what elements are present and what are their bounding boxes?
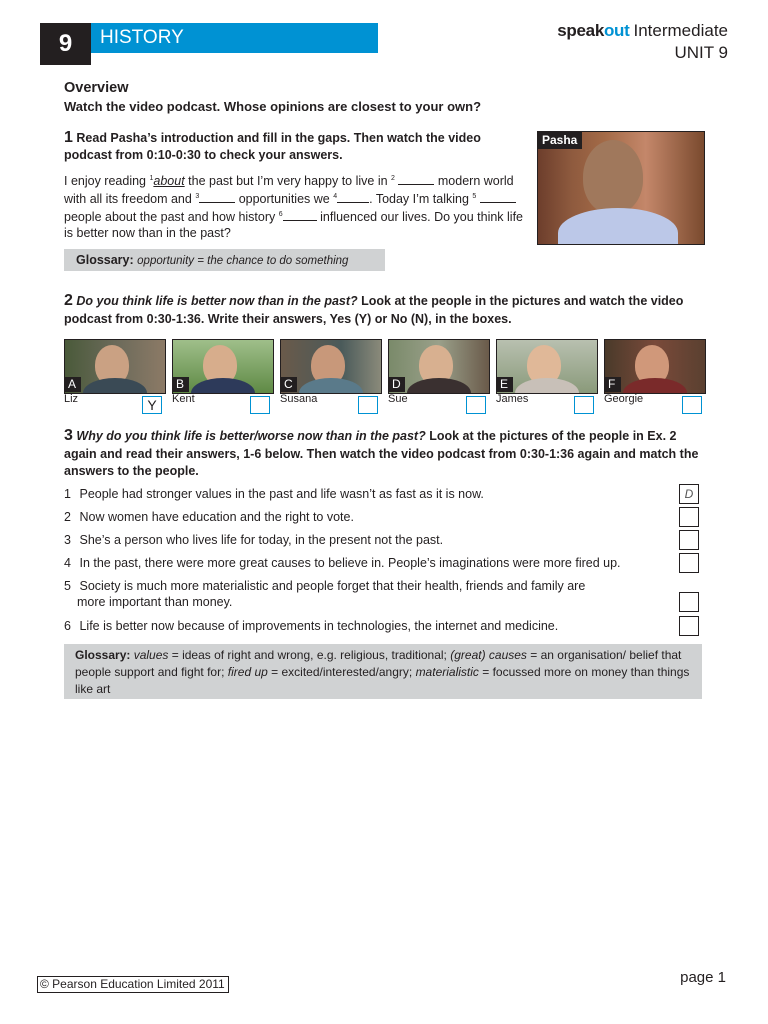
ex2-number: 2 <box>64 292 73 309</box>
person-body <box>83 378 147 394</box>
gap-text-part: influenced our lives. Do you think life is better now than in the past? <box>64 210 524 241</box>
brand-block <box>557 20 728 64</box>
pasha-photo-label: Pasha <box>538 132 582 149</box>
overview-question: Watch the video podcast. Whose opinions are closest to your own? <box>64 99 482 114</box>
ex1-instruction-text: Read Pasha’s introduction and fill in the gaps. Then watch the video podcast from 0:10-0:30 to check your answers. <box>64 131 481 162</box>
brand-speak: speak <box>557 21 604 40</box>
person-name-b: Kent <box>172 393 195 405</box>
answer-item-5 <box>64 578 664 610</box>
ex1-instruction <box>64 129 524 164</box>
answer-item-3 <box>64 532 664 548</box>
gap-text-part: . Today I’m talking <box>369 192 473 207</box>
person-letter-c: C <box>280 377 297 392</box>
glossary-term: values <box>133 648 169 662</box>
ex3-instruction-text: Look at the pictures of the people in Ex. 2 again and read their answers, 1-6 below. Then watch the video podcast from 0:30-1:36 again and match the answers to the people. <box>64 429 699 478</box>
glossary-term: (great) causes <box>450 648 527 662</box>
match-box-2[interactable] <box>679 507 699 527</box>
glossary-label: Glossary: <box>76 253 134 267</box>
glossary-definition: opportunity = the chance to do something <box>137 255 349 267</box>
glossary-def: = focussed more on money than things like art <box>75 665 690 696</box>
answer-number: 3 <box>64 533 71 547</box>
answer-item-2 <box>64 509 664 525</box>
match-box-3[interactable] <box>679 530 699 550</box>
answer-box-a[interactable]: Y <box>142 396 162 414</box>
person-body <box>299 378 363 394</box>
gap-number: 4 <box>333 193 338 201</box>
glossary-box-2 <box>64 644 702 699</box>
person-name-a: Liz <box>64 393 79 405</box>
person-letter-a: A <box>64 377 81 392</box>
answer-item-4 <box>64 555 676 571</box>
answer-box-d[interactable] <box>466 396 486 414</box>
answer-text: Now women have education and the right to vote. <box>79 510 354 524</box>
answer-box-f[interactable] <box>682 396 702 414</box>
gap-text-part: I enjoy reading <box>64 174 150 189</box>
gap-blank[interactable] <box>398 173 434 185</box>
ex2-instruction <box>64 292 724 328</box>
ex2-question: Do you think life is better now than in the past? <box>76 294 358 308</box>
answer-text-cont: more important than money. <box>77 595 233 609</box>
ex3-question: Why do you think life is better/worse now than in the past? <box>76 429 426 443</box>
answer-number: 5 <box>64 579 71 593</box>
match-box-1[interactable]: D <box>679 484 699 504</box>
glossary-def: = an organisation/ belief that people support and fight for; <box>75 648 682 679</box>
answer-item-1 <box>64 486 664 502</box>
answer-text: In the past, there were more great causes to believe in. People’s imaginations were more fired up. <box>79 556 621 570</box>
overview-heading: Overview <box>64 80 129 96</box>
person-letter-b: B <box>172 377 189 392</box>
brand-out: out <box>603 21 630 40</box>
ex1-gap-text <box>64 171 524 241</box>
person-body <box>407 378 471 394</box>
glossary-box <box>64 249 385 271</box>
gap-text-part: opportunities we <box>235 192 334 207</box>
match-box-6[interactable] <box>679 616 699 636</box>
gap-text-part: the past but I’m very happy to live in <box>184 174 392 189</box>
person-name-f: Georgie <box>604 393 644 405</box>
answer-number: 1 <box>64 487 71 501</box>
gap-number: 3 <box>195 193 200 201</box>
unit-label: UNIT 9 <box>674 43 728 62</box>
ex3-instruction <box>64 427 704 481</box>
person-name-d: Sue <box>388 393 408 405</box>
glossary-def: = ideas of right and wrong, e.g. religious, traditional; <box>168 648 451 662</box>
answer-box-b[interactable] <box>250 396 270 414</box>
match-box-5[interactable] <box>679 592 699 612</box>
answer-box-c[interactable] <box>358 396 378 414</box>
ex2-instruction-text: Look at the people in the pictures and watch the video podcast from 0:30-1:36. Write their answers, Yes (Y) or No (N), in the boxes. <box>64 294 684 326</box>
answer-number: 4 <box>64 556 71 570</box>
answer-text: Society is much more materialistic and people forget that their health, friends and family are <box>79 579 586 593</box>
answer-item-6 <box>64 618 664 634</box>
example-answer: about <box>153 174 185 189</box>
pasha-shirt <box>558 208 678 245</box>
ex1-number: 1 <box>64 129 73 146</box>
unit-number-badge: 9 <box>40 23 91 65</box>
person-name-c: Susana <box>280 393 318 405</box>
glossary-term: fired up <box>227 665 268 679</box>
glossary-def: = excited/interested/angry; <box>267 665 416 679</box>
gap-blank[interactable] <box>199 191 235 203</box>
gap-blank[interactable] <box>337 191 369 203</box>
page-number: page 1 <box>680 969 726 986</box>
ex3-number: 3 <box>64 427 73 444</box>
gap-number: 6 <box>278 211 283 219</box>
gap-blank[interactable] <box>283 209 317 221</box>
person-letter-d: D <box>388 377 405 392</box>
person-letter-e: E <box>496 377 513 392</box>
gap-text-part: people about the past and how history <box>64 210 279 225</box>
gap-number: 2 <box>391 175 395 182</box>
glossary-term: materialistic <box>415 665 479 679</box>
person-body <box>191 378 255 394</box>
answer-number: 6 <box>64 619 71 633</box>
section-title: HISTORY <box>100 27 184 48</box>
answer-text: Life is better now because of improvements in technologies, the internet and medicine. <box>79 619 559 633</box>
level-label: Intermediate <box>633 21 728 40</box>
person-name-e: James <box>496 393 529 405</box>
person-body <box>623 378 687 394</box>
person-letter-f: F <box>604 377 621 392</box>
answer-text: People had stronger values in the past and life wasn’t as fast as it is now. <box>79 487 484 501</box>
gap-blank[interactable] <box>480 191 516 203</box>
person-body <box>515 378 579 394</box>
glossary-label: Glossary: <box>75 648 131 662</box>
copyright-notice: © Pearson Education Limited 2011 <box>37 976 229 993</box>
gap-text-part: modern world with all its freedom and <box>64 174 514 207</box>
gap-number: 1 <box>149 175 154 182</box>
answer-number: 2 <box>64 510 71 524</box>
pasha-face <box>583 140 643 214</box>
gap-number: 5 <box>472 193 477 201</box>
answer-text: She’s a person who lives life for today, in the present not the past. <box>79 533 444 547</box>
section-title-bar <box>91 23 378 53</box>
match-box-4[interactable] <box>679 553 699 573</box>
answer-box-e[interactable] <box>574 396 594 414</box>
